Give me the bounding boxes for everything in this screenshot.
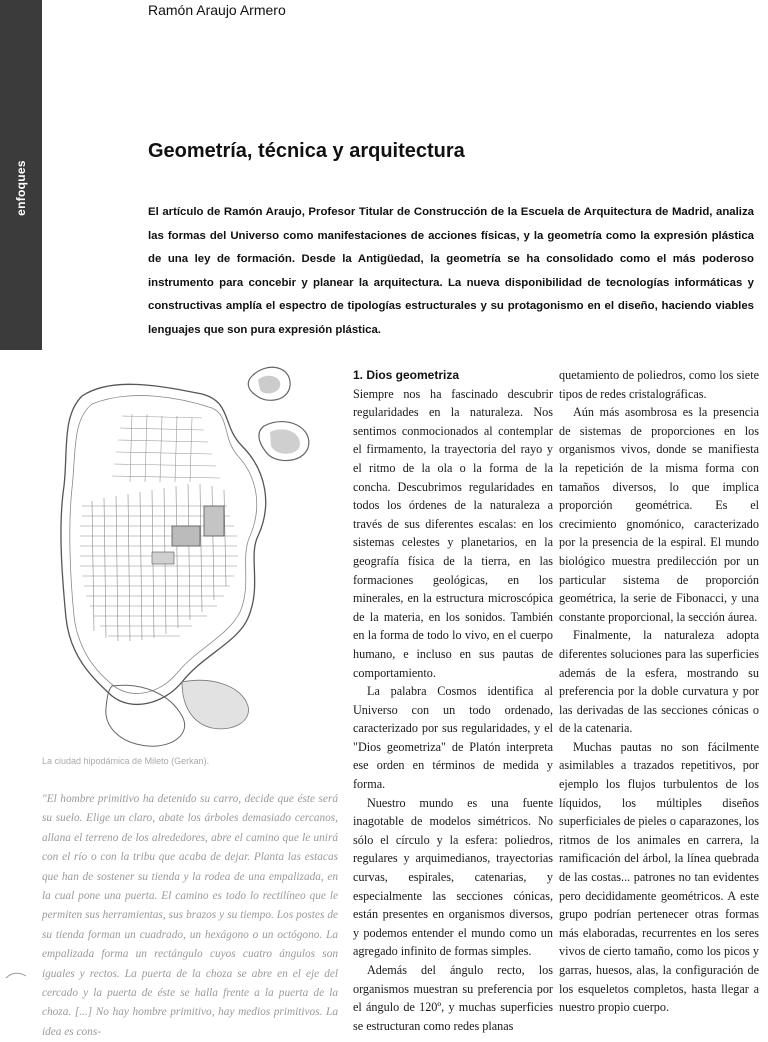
body-column-1 [353,366,553,1035]
paragraph: Además del ángulo recto, los organismos muestran su preferencia por el ángulo de 120º, y muchas superficies se estructuran como redes planas [353,963,553,1033]
paragraph: Aún más asombrosa es la presencia de sistemas de proporciones en los organismos vivos, donde se manifiesta la repetición de la misma forma con tamaños diversos, lo que implica proporción geométrica. Es el crecimiento gnomónico, caracterizado por la presencia de la espiral. El mundo biológico muestra predilección por un particular sistema de proporción geométrica, la serie de Fibonacci, y una constante proporcional, la sección áurea. [559,405,759,624]
section-tab [0,0,42,350]
paragraph: quetamiento de poliedros, como los siete tipos de redes cristalográficas. [559,368,759,401]
paragraph: La palabra Cosmos identifica al Universo con un todo ordenado, caracterizado por sus regularidades, y el "Dios geometriza" de Platón interpreta ese orden en términos de medida y forma. [353,684,553,792]
section-tab-text: enfoques [14,160,28,216]
paragraph: Siempre nos ha fascinado descubrir regularidades en la naturaleza. Nos sentimos conmocionados al contemplar el firmamento, la trayectoria del rayo y el ritmo de la ola o la forma de la concha. Descubrimos regularidades en todos los órdenes de la naturaleza a través de sus diferentes escalas: en los sistemas celestes y planetarios, en la geografía física de la tierra, en las formaciones geológicas, en los minerales, en la estructura microscópica de la materia, en los sonidos. También en la forma de todo lo vivo, en el cuerpo humano, e incluso en sus pautas de comportamiento. [353,386,553,680]
author-name: Ramón Araujo Armero [148,2,286,18]
miletus-plan-drawing [52,356,342,756]
paragraph: Muchas pautas no son fácilmente asimilables a trazados repetitivos, por ejemplo los flujos turbulentos de los líquidos, los múltiples diseños superficiales de pieles o caparazones, los ritmos de los animales en carrera, la ramificación del árbol, la línea quebrada de las costas... patrones no tan evidentes pero decididamente geométricos. A este grupo podrían pertenecer otras formas más elaboradas, recurrentes en los seres vivos de cierto tamaño, como los picos y garras, huesos, alas, la configuración de los esqueletos completos, hasta llegar a nuestro propio cuerpo. [559,739,759,1015]
paragraph: Nuestro mundo es una fuente inagotable de modelos simétricos. No sólo el círculo y la esfera: poliedros, regulares y arquimedianos, trayectorias curvas, espirales, catenarias, y especialmente las secciones cónicas, están presentes en organismos diversos, y podemos entender el mundo como un agregado infinito de formas simples. [353,795,553,959]
body-column-2 [559,366,759,1017]
figure-caption: La ciudad hipodámica de Mileto (Gerkan). [42,756,210,766]
le-corbusier-quote: "El hombre primitivo ha detenido su carro, decide que éste será su suelo. Elige un claro, abate los árboles demasiado cercanos, allana el terreno de los alrededores, abre el camino que le unirá con el río o con la tribu que acaba de dejar. Planta las estacas que han de sostener su tienda y la rodea de una empalizada, en la cual pone una puerta. El camino es todo lo rectilíneo que le permiten sus herramientas, sus brazos y su tiempo. Los postes de su tienda forman un cuadrado, un hexágono o un octógono. La empalizada forma un rectángulo cuyos cuatro ángulos son iguales y rectos. La puerta de la choza se abre en el eje del cercado y la puerta de éste se halla frente a la puerta de la choza. [...] No hay hombre primitivo, hay medios primitivos. La idea es cons- [42,793,338,1038]
article-title: Geometría, técnica y arquitectura [148,140,465,162]
section-tab-label [6,148,36,228]
article-lead: El artículo de Ramón Araujo, Profesor Titular de Construcción de la Escuela de Arquitectura de Madrid, analiza las formas del Universo como manifestaciones de acciones físicas, y la geometría como la expresión plástica de una ley de formación. Desde la Antigüedad, la geometría se ha consolidado como el más poderoso instrumento para concebir y planear la arquitectura. La nueva disponibilidad de tecnologías informáticas y constructivas amplía el espectro de tipologías estructurales y su protagonismo en el diseño, haciendo viables lenguajes que son pura expresión plástica. [148,206,754,336]
miletus-city-plan-figure [52,356,342,756]
section-heading: 1. Dios geometriza [353,368,460,382]
leaf-ornament-icon [4,966,28,986]
paragraph: Finalmente, la naturaleza adopta diferentes soluciones para las superficies además de la esfera, mostrando su preferencia por la doble curvatura y por las derivadas de las secciones cónicas o de la catenaria. [559,628,759,736]
